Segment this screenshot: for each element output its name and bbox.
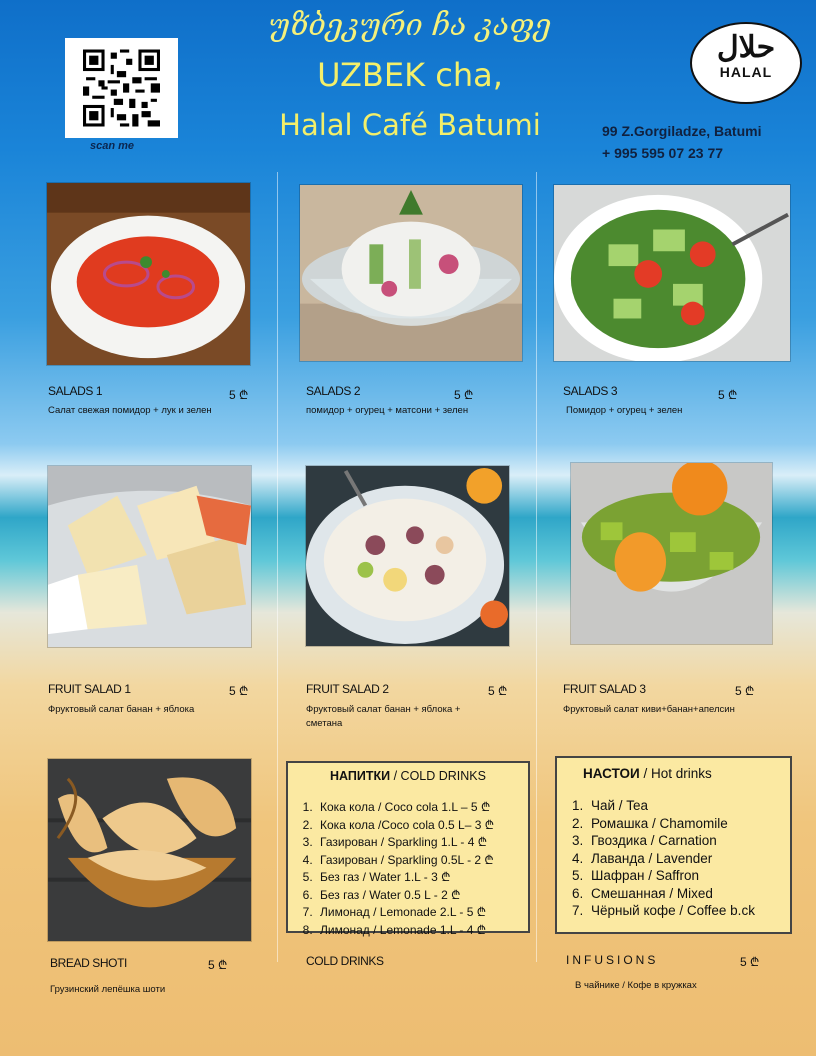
item-name-fruit-salad-1: FRUIT SALAD 1 (48, 682, 131, 696)
item-price-salad-2: 5 ₾ (454, 388, 474, 402)
list-item: 1. Чай / Tea (587, 797, 782, 815)
logo-arabic: حلال (716, 30, 776, 65)
list-item: 3. Газирован / Sparkling 1.L - 4 ₾ (316, 834, 520, 852)
item-price-bread-shoti: 5 ₾ (208, 958, 228, 972)
hot-drinks-note: В чайнике / Кофе в кружках (575, 980, 697, 991)
list-item: 4. Газирован / Sparkling 0.5L - 2 ₾ (316, 852, 520, 870)
salad-3-photo (553, 184, 791, 362)
list-item: 2. Ромашка / Chamomile (587, 815, 782, 833)
list-item: 7. Чёрный кофе / Coffee b.ck (587, 902, 782, 920)
item-price-fruit-salad-1: 5 ₾ (229, 684, 249, 698)
salad-2-photo (299, 184, 523, 362)
fruit-salad-3-photo (570, 462, 773, 645)
item-name-fruit-salad-2: FRUIT SALAD 2 (306, 682, 389, 696)
list-item: 6. Без газ / Water 0.5 L - 2 ₾ (316, 887, 520, 905)
item-name-salad-3: SALADS 3 (563, 384, 618, 398)
column-divider (536, 172, 537, 962)
item-desc-fruit-salad-3: Фруктовый салат киви+банан+апелсин (563, 704, 735, 715)
hot-drinks-footer: INFUSIONS (566, 953, 659, 967)
scan-label: scan me (90, 140, 135, 152)
item-name-salad-2: SALADS 2 (306, 384, 361, 398)
cold-drinks-box (286, 761, 530, 937)
item-price-fruit-salad-2: 5 ₾ (488, 684, 508, 698)
item-name-fruit-salad-3: FRUIT SALAD 3 (563, 682, 646, 696)
contact-block (602, 120, 761, 164)
item-price-salad-1: 5 ₾ (229, 388, 249, 402)
fruit-salad-2-photo (305, 465, 510, 647)
item-desc-salad-2: помидор + огурец + матсони + зелен (306, 405, 469, 416)
phone: + 995 595 07 23 77 (602, 145, 724, 161)
cold-drinks-title: НАПИТКИ / COLD DRINKS (330, 769, 486, 783)
hot-drinks-price: 5 ₾ (740, 955, 760, 969)
hot-drinks-title: НАСТОИ / Hot drinks (583, 766, 712, 781)
salad-1-photo (46, 182, 251, 366)
list-item: 5. Шафран / Saffron (587, 867, 782, 885)
list-item: 1. Кока кола / Coco cola 1.L – 5 ₾ (316, 799, 520, 817)
item-desc-salad-1: Салат свежая помидор + лук и зелен (48, 405, 212, 416)
list-item: 2. Кока кола /Coco cola 0.5 L– 3 ₾ (316, 817, 520, 835)
column-divider (277, 172, 278, 962)
halal-logo-icon (690, 22, 802, 104)
list-item: 6. Смешанная / Mixed (587, 885, 782, 903)
address: 99 Z.Gorgiladze, Batumi (602, 123, 762, 139)
list-item: 4. Лаванда / Lavender (587, 850, 782, 868)
cold-drinks-footer: COLD DRINKS (306, 954, 384, 968)
logo-latin: HALAL (719, 64, 773, 80)
qr-code-icon[interactable] (65, 38, 178, 138)
item-desc-fruit-salad-1: Фруктовый салат банан + яблока (48, 704, 195, 715)
item-desc-salad-3: Помидор + огурец + зелен (566, 405, 683, 416)
bread-shoti-photo (47, 758, 252, 942)
hot-drinks-list (567, 797, 782, 920)
item-price-fruit-salad-3: 5 ₾ (735, 684, 755, 698)
list-item: 3. Гвоздика / Carnation (587, 832, 782, 850)
item-desc-bread-shoti: Грузинский лепёшка шоти (50, 984, 166, 995)
title-sub: Halal Café Batumi (279, 108, 541, 142)
item-price-salad-3: 5 ₾ (718, 388, 738, 402)
title-main: UZBEK cha, (317, 56, 503, 94)
item-name-bread-shoti: BREAD SHOTI (50, 956, 127, 970)
list-item: 5. Без газ / Water 1.L - 3 ₾ (316, 869, 520, 887)
list-item: 7. Лимонад / Lemonade 2.L - 5 ₾ (316, 904, 520, 922)
fruit-salad-1-photo (47, 465, 252, 648)
item-desc-fruit-salad-2: Фруктовый салат банан + яблока + сметана (306, 704, 461, 729)
hot-drinks-box (555, 756, 792, 934)
cold-drinks-list (296, 799, 520, 939)
title-georgian: უზბეკური ჩა კაფე (268, 8, 552, 43)
item-name-salad-1: SALADS 1 (48, 384, 103, 398)
list-item: 8. Лимонад / Lemonade 1.L - 4 ₾ (316, 922, 520, 940)
